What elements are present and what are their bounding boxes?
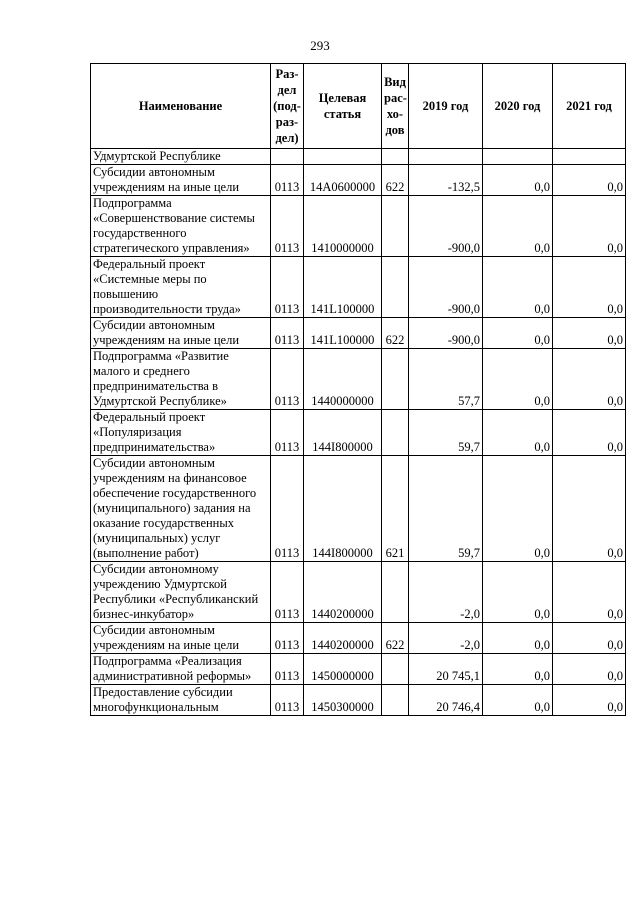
row-name: Предоставление субсидии многофункциональным <box>91 685 271 716</box>
row-target: 1440000000 <box>304 349 382 410</box>
row-2020: 0,0 <box>483 562 553 623</box>
row-type: 621 <box>382 456 409 562</box>
header-section: Раз- дел (под- раз- дел) <box>271 64 304 149</box>
table-row <box>91 257 626 318</box>
row-2021: 0,0 <box>553 685 626 716</box>
header-type: Вид рас- хо- дов <box>382 64 409 149</box>
table-row <box>91 196 626 257</box>
row-section: 0113 <box>271 165 304 196</box>
row-section <box>271 149 304 165</box>
header-2019: 2019 год <box>409 64 483 149</box>
row-2020: 0,0 <box>483 165 553 196</box>
row-2021: 0,0 <box>553 456 626 562</box>
row-2020: 0,0 <box>483 349 553 410</box>
row-2021: 0,0 <box>553 623 626 654</box>
row-2021: 0,0 <box>553 410 626 456</box>
row-section: 0113 <box>271 410 304 456</box>
row-2019 <box>409 149 483 165</box>
header-target: Целевая статья <box>304 64 382 149</box>
row-section: 0113 <box>271 318 304 349</box>
row-section: 0113 <box>271 196 304 257</box>
row-2021: 0,0 <box>553 318 626 349</box>
row-2020 <box>483 149 553 165</box>
row-2021: 0,0 <box>553 257 626 318</box>
row-2020: 0,0 <box>483 623 553 654</box>
row-target: 1450000000 <box>304 654 382 685</box>
page-number: 293 <box>310 38 330 53</box>
row-name: Субсидии автономным учреждениям на иные цели <box>91 623 271 654</box>
row-type <box>382 562 409 623</box>
row-target: 144I800000 <box>304 410 382 456</box>
row-2019: 57,7 <box>409 349 483 410</box>
row-2019: 59,7 <box>409 410 483 456</box>
row-name: Подпрограмма «Реализация административной реформы» <box>91 654 271 685</box>
row-2019: 59,7 <box>409 456 483 562</box>
table-row <box>91 562 626 623</box>
row-type <box>382 410 409 456</box>
row-type: 622 <box>382 623 409 654</box>
row-2019: -2,0 <box>409 623 483 654</box>
row-name: Федеральный проект «Системные меры по повышению производительности труда» <box>91 257 271 318</box>
table-row <box>91 349 626 410</box>
row-section: 0113 <box>271 654 304 685</box>
row-section: 0113 <box>271 562 304 623</box>
row-2019: -900,0 <box>409 318 483 349</box>
row-type <box>382 149 409 165</box>
row-2021: 0,0 <box>553 165 626 196</box>
table-header-row <box>91 64 626 149</box>
table-row <box>91 456 626 562</box>
row-target <box>304 149 382 165</box>
row-target: 1440200000 <box>304 562 382 623</box>
row-section: 0113 <box>271 623 304 654</box>
row-target: 1440200000 <box>304 623 382 654</box>
row-type <box>382 685 409 716</box>
row-name: Подпрограмма «Совершенствование системы государственного стратегического управления» <box>91 196 271 257</box>
row-2020: 0,0 <box>483 196 553 257</box>
row-type <box>382 349 409 410</box>
row-target: 1450300000 <box>304 685 382 716</box>
row-target: 1410000000 <box>304 196 382 257</box>
row-2021: 0,0 <box>553 654 626 685</box>
table-row <box>91 623 626 654</box>
row-2019: 20 746,4 <box>409 685 483 716</box>
header-name: Наименование <box>91 64 271 149</box>
row-2019: -132,5 <box>409 165 483 196</box>
row-section: 0113 <box>271 349 304 410</box>
row-2021 <box>553 149 626 165</box>
row-2019: -2,0 <box>409 562 483 623</box>
row-target: 144I800000 <box>304 456 382 562</box>
header-2021: 2021 год <box>553 64 626 149</box>
table-row <box>91 318 626 349</box>
row-section: 0113 <box>271 685 304 716</box>
row-2020: 0,0 <box>483 654 553 685</box>
table-row <box>91 165 626 196</box>
row-2020: 0,0 <box>483 318 553 349</box>
row-2019: -900,0 <box>409 257 483 318</box>
row-2020: 0,0 <box>483 456 553 562</box>
row-target: 14А0600000 <box>304 165 382 196</box>
row-section: 0113 <box>271 456 304 562</box>
row-name: Субсидии автономным учреждениям на финансовое обеспечение государственного (муниципального) задания на оказание государственных (муниципальных) услуг (выполнение работ) <box>91 456 271 562</box>
row-name: Федеральный проект «Популяризация предпринимательства» <box>91 410 271 456</box>
row-name: Подпрограмма «Развитие малого и среднего предпринимательства в Удмуртской Республике» <box>91 349 271 410</box>
header-2020: 2020 год <box>483 64 553 149</box>
row-name: Субсидии автономным учреждениям на иные цели <box>91 318 271 349</box>
table-row <box>91 654 626 685</box>
row-2020: 0,0 <box>483 410 553 456</box>
row-2020: 0,0 <box>483 257 553 318</box>
row-name: Субсидии автономному учреждению Удмуртской Республики «Республиканский бизнес-инкубатор» <box>91 562 271 623</box>
row-target: 141L100000 <box>304 257 382 318</box>
table-row <box>91 685 626 716</box>
row-2019: 20 745,1 <box>409 654 483 685</box>
row-2021: 0,0 <box>553 562 626 623</box>
row-type: 622 <box>382 318 409 349</box>
table-row <box>91 149 626 165</box>
row-section: 0113 <box>271 257 304 318</box>
row-type <box>382 196 409 257</box>
row-target: 141L100000 <box>304 318 382 349</box>
row-type <box>382 257 409 318</box>
row-2019: -900,0 <box>409 196 483 257</box>
row-name: Субсидии автономным учреждениям на иные цели <box>91 165 271 196</box>
row-name: Удмуртской Республике <box>91 149 271 165</box>
row-2021: 0,0 <box>553 349 626 410</box>
budget-table <box>90 63 626 716</box>
row-2020: 0,0 <box>483 685 553 716</box>
table-row <box>91 410 626 456</box>
row-2021: 0,0 <box>553 196 626 257</box>
row-type: 622 <box>382 165 409 196</box>
row-type <box>382 654 409 685</box>
